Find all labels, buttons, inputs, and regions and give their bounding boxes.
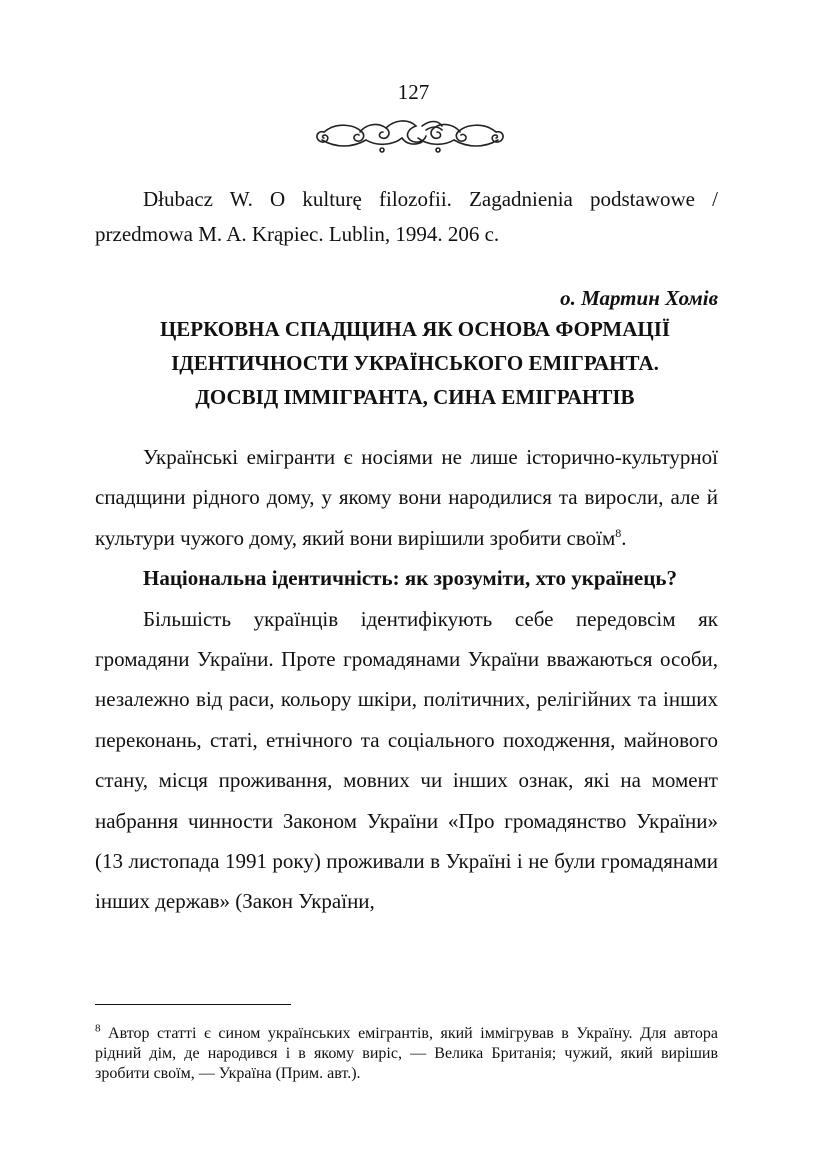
intro-end: .: [621, 525, 627, 550]
intro-paragraph: [95, 437, 718, 558]
footnote: [95, 1024, 718, 1084]
intro-text: Українські емігранти є носіями не лише історично-культурної спадщини рідного дому, у якому вони народилися та виросли, але й культури чужого дому, який вони вирішили зробити своїм: [95, 445, 718, 550]
footnote-divider: [95, 1004, 291, 1005]
section-heading: Національна ідентичність: як зрозуміти, хто українець?: [143, 566, 677, 591]
body-paragraph: Більшість українців ідентифікують себе передовсім як громадяни України. Проте громадянами України вважаються особи, незалежно від раси, кольору шкіри, політичних, релігійних та інших переконань, статі, етнічного та соціального походження, майнового стану, місця проживання, мовних чи інших ознак, які на момент набрання чинности Законом України «Про громадянство України» (13 листопада 1991 року) проживали в Україні і не були громадянами інших держав» (Закон України,: [95, 606, 718, 914]
article-author: о. Мартин Хомів: [560, 286, 718, 310]
title-line-1: ЦЕРКОВНА СПАДЩИНА ЯК ОСНОВА ФОРМАЦІЇ: [159, 317, 671, 341]
footnote-text: Автор статті є сином українських емігрантів, який іммігрував в Україну. Для автора рідний дім, де народився і в якому виріс, — Велика Британія; чужий, який вирішив зробити своїм, — Україна (Прим. авт.).: [95, 1025, 719, 1082]
title-line-3: ДОСВІД ІММІГРАНТА, СИНА ЕМІГРАНТІВ: [195, 385, 635, 409]
page-number: 127: [397, 80, 430, 104]
bibliography-reference: [95, 182, 718, 252]
scroll-ornament-icon: [310, 110, 510, 158]
reference-text: Dłubacz W. O kulturę filozofii. Zagadnienia podstawowe / przedmowa M. A. Krąpiec. Lublin, 1994. 206 с.: [95, 187, 718, 246]
footnote-reference[interactable]: 8: [615, 525, 622, 540]
title-line-2: ІДЕНТИЧНОСТИ УКРАЇНСЬКОГО ЕМІГРАНТА.: [171, 351, 659, 375]
article-body: [95, 437, 718, 922]
article-title: [95, 312, 735, 414]
footnote-mark: 8: [95, 1022, 101, 1035]
